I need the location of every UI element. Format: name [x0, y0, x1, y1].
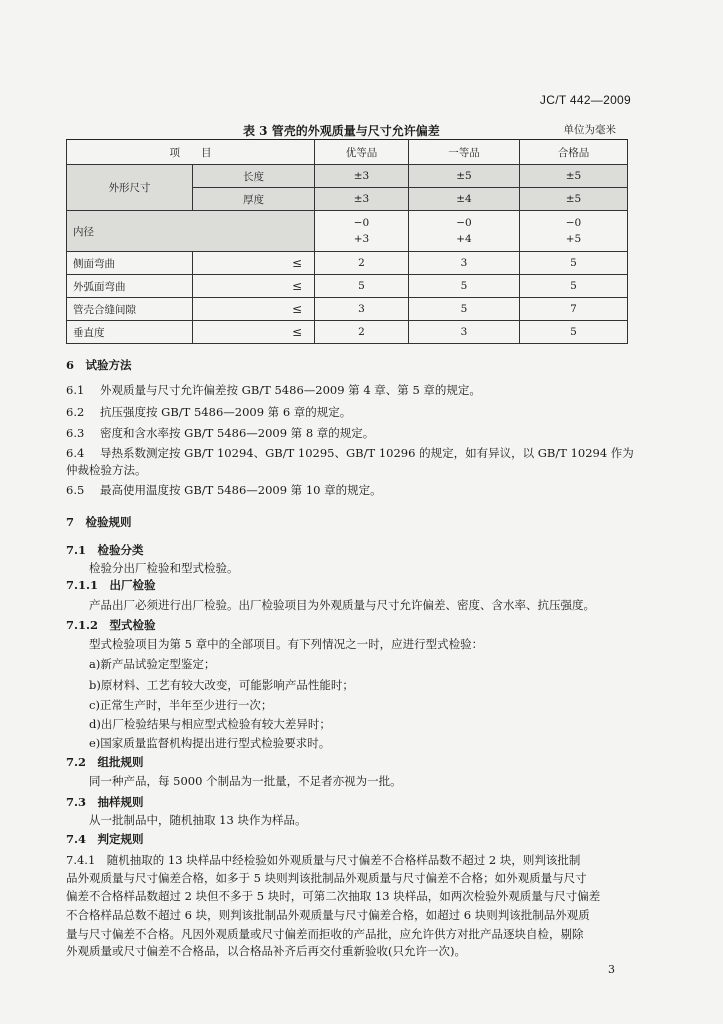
header-item: 项 目 [67, 140, 315, 165]
list-item: e)国家质量监督机构提出进行型式检验要求时。 [89, 736, 331, 750]
clause-7-1-2-text: 型式检验项目为第 5 章中的全部项目。有下列情况之一时，应进行型式检验： [89, 637, 484, 651]
row-sublabel-thickness: 厚度 [193, 188, 315, 211]
header-grade-first: 一等品 [409, 140, 520, 165]
cell-lower-dev: −0 [565, 217, 582, 229]
table-cell: ±4 [409, 188, 520, 211]
page-number: 3 [608, 963, 615, 976]
section-7-heading: 7 检验规则 [66, 515, 132, 529]
clause-7-4-1-line: 偏差不合格样品数超过 2 块但不多于 5 块时，可第二次抽取 13 块样品，如两次检验外观质量与尺寸偏差 [66, 889, 601, 903]
clause-6-4 [66, 445, 634, 461]
table-cell: 3 [315, 298, 409, 321]
clause-text: 最高使用温度按 GB/T 5486—2009 第 10 章的规定。 [100, 483, 382, 497]
le-symbol: ≤ [193, 275, 315, 298]
clause-7-2-heading: 7.2 组批规则 [66, 755, 144, 769]
clause-6-3 [66, 425, 374, 441]
table-cell: 5 [315, 275, 409, 298]
table-row [67, 321, 628, 344]
row-label-seam-gap: 管壳合缝间隙 [67, 298, 193, 321]
table-cell: 5 [520, 275, 628, 298]
section-6-heading: 6 试验方法 [66, 358, 132, 372]
clause-7-4-1-line: 外观质量或尺寸偏差不合格品，以合格品补齐后再交付重新验收(只允许一次)。 [66, 944, 466, 958]
clause-text: 导热系数测定按 GB/T 10294、GB/T 10295、GB/T 10296 的规定，如有异议，以 GB/T 10294 作为 [100, 446, 634, 460]
row-label-side-bend: 侧面弯曲 [67, 252, 193, 275]
cell-upper-dev: +5 [565, 233, 582, 245]
row-label-inner: 内径 [67, 211, 315, 252]
row-label-outer: 外形尺寸 [67, 165, 193, 211]
clause-7-1-1-heading: 7.1.1 出厂检验 [66, 578, 156, 592]
table-cell: 3 [409, 252, 520, 275]
header-grade-premium: 优等品 [315, 140, 409, 165]
table-cell: 5 [409, 298, 520, 321]
list-item: b)原材料、工艺有较大改变，可能影响产品性能时； [89, 678, 354, 692]
table-row [67, 165, 628, 188]
clause-7-4-1-line: 量与尺寸偏差不合格。凡因外观质量或尺寸偏差而拒收的产品批，应允许供方对批产品逐块自检，剔除 [66, 927, 584, 941]
table-row [67, 252, 628, 275]
row-label-vertical: 垂直度 [67, 321, 193, 344]
clause-6-1 [66, 382, 481, 398]
table-cell: 3 [409, 321, 520, 344]
table-cell: ±3 [315, 188, 409, 211]
clause-text: 外观质量与尺寸允许偏差按 GB/T 5486—2009 第 4 章、第 5 章的规定。 [100, 383, 481, 397]
tolerance-table [66, 139, 628, 344]
table-cell: 7 [520, 298, 628, 321]
row-sublabel-length: 长度 [193, 165, 315, 188]
clause-7-4-1-line: 不合格样品总数不超过 6 块，则判该批制品外观质量与尺寸偏差合格，如超过 6 块则判该批制品外观质 [66, 908, 590, 922]
le-symbol: ≤ [193, 252, 315, 275]
table-row [67, 275, 628, 298]
clause-7-4-heading: 7.4 判定规则 [66, 832, 144, 846]
table-cell: 5 [409, 275, 520, 298]
list-item: d)出厂检验结果与相应型式检验有较大差异时； [89, 717, 331, 731]
table-cell [315, 211, 409, 252]
clause-7-3-text: 从一批制品中，随机抽取 13 块作为样品。 [89, 813, 307, 827]
cell-lower-dev: −0 [353, 217, 370, 229]
cell-lower-dev: −0 [456, 217, 472, 229]
table-cell: 2 [315, 252, 409, 275]
le-symbol: ≤ [193, 321, 315, 344]
clause-6-2 [66, 404, 351, 420]
clause-text: 抗压强度按 GB/T 5486—2009 第 6 章的规定。 [100, 405, 352, 419]
clause-number: 6.4 [66, 446, 85, 460]
clause-6-5 [66, 482, 382, 498]
list-item: c)正常生产时，半年至少进行一次； [89, 698, 273, 712]
list-item: a)新产品试验定型鉴定； [89, 657, 216, 671]
clause-text: 密度和含水率按 GB/T 5486—2009 第 8 章的规定。 [100, 426, 375, 440]
table-row [67, 211, 628, 252]
clause-7-1-text: 检验分出厂检验和型式检验。 [89, 561, 239, 575]
table-cell [409, 211, 520, 252]
table-cell [520, 211, 628, 252]
clause-7-4-1-line: 7.4.1 随机抽取的 13 块样品中经检验如外观质量与尺寸偏差不合格样品数不超过 2 块，则判该批制 [66, 853, 581, 867]
cell-upper-dev: +3 [353, 233, 370, 245]
clause-7-4-1-line: 品外观质量与尺寸偏差合格，如多于 5 块则判该批制品外观质量与尺寸偏差不合格；如外观质量与尺寸 [66, 871, 587, 885]
table-title: 表 3 管壳的外观质量与尺寸允许偏差 [243, 124, 440, 138]
row-label-arc-bend: 外弧面弯曲 [67, 275, 193, 298]
table-header-row [67, 140, 628, 165]
clause-6-4-cont: 仲裁检验方法。 [66, 463, 147, 477]
clause-7-2-text: 同一种产品，每 5000 个制品为一批量，不足者亦视为一批。 [89, 774, 402, 788]
le-symbol: ≤ [193, 298, 315, 321]
table-row [67, 298, 628, 321]
clause-7-1-2-heading: 7.1.2 型式检验 [66, 618, 156, 632]
table-cell: ±5 [520, 165, 628, 188]
table-cell: ±3 [315, 165, 409, 188]
header-grade-qualified: 合格品 [520, 140, 628, 165]
table-cell: ±5 [520, 188, 628, 211]
clause-7-1-heading: 7.1 检验分类 [66, 543, 144, 557]
clause-number: 6.3 [66, 426, 85, 440]
table-cell: 5 [520, 321, 628, 344]
table-cell: 5 [520, 252, 628, 275]
table-unit: 单位为毫米 [563, 124, 616, 136]
clause-number: 6.2 [66, 405, 85, 419]
clause-number: 6.5 [66, 483, 85, 497]
clause-7-3-heading: 7.3 抽样规则 [66, 795, 144, 809]
table-cell: ±5 [409, 165, 520, 188]
clause-number: 6.1 [66, 383, 85, 397]
table-cell: 2 [315, 321, 409, 344]
cell-upper-dev: +4 [456, 233, 472, 245]
standard-code: JC/T 442—2009 [539, 93, 631, 107]
clause-7-1-1-text: 产品出厂必须进行出厂检验。出厂检验项目为外观质量与尺寸允许偏差、密度、含水率、抗压强度。 [89, 598, 595, 612]
